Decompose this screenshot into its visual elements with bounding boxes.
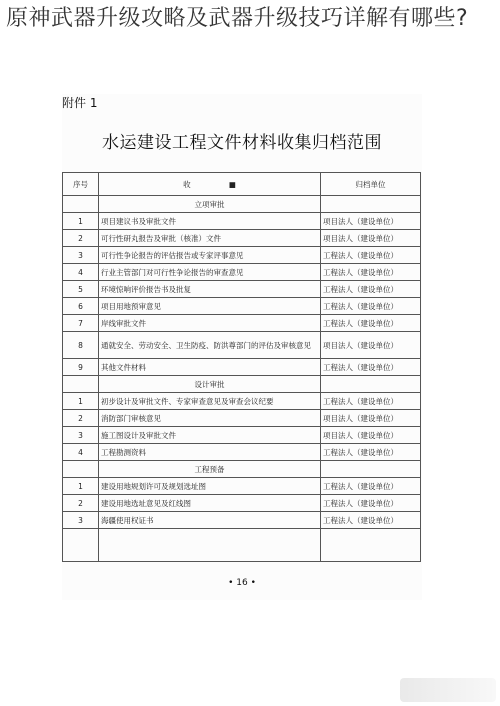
row-number: 7 [63,315,99,332]
section-title: 设计审批 [99,376,321,393]
section-row [63,461,421,478]
row-number: 5 [63,281,99,298]
table-row [63,213,421,230]
row-name: 初步设计及审批文件、专家审查意见及审查会议纪要 [99,393,321,410]
table-row [63,427,421,444]
row-number: 9 [63,359,99,376]
row-unit: 工程法人（建设单位） [321,393,421,410]
table-row [63,478,421,495]
row-name: 海疆使用权证书 [99,512,321,529]
row-name: 环境惊响评价报告书及批复 [99,281,321,298]
row-name: 项目建议书及审批文件 [99,213,321,230]
table-row [63,230,421,247]
row-name: 建设用地规划许可及规划选址图 [99,478,321,495]
row-name: 工程勘测资料 [99,444,321,461]
table-row [63,298,421,315]
row-number: 3 [63,427,99,444]
row-unit: 工程法人（建设单位） [321,444,421,461]
row-number: 4 [63,264,99,281]
table-row [63,444,421,461]
row-unit: 工程法人（建设单位） [321,264,421,281]
row-unit: 工程法人（建设单位） [321,247,421,264]
row-number: 1 [63,213,99,230]
row-number: 1 [63,478,99,495]
row-number: 2 [63,410,99,427]
row-number: 6 [63,298,99,315]
table-row [63,495,421,512]
section-title: 立项审批 [99,196,321,213]
page-number: • 16 • [228,578,256,588]
table-row [63,247,421,264]
row-name: 岸线审批文件 [99,315,321,332]
row-unit: 工程法人（建设单位） [321,512,421,529]
row-number: 3 [63,512,99,529]
row-name: 通就安全、劳动安全、卫生防疫、防洪尊部门的评估及审核意见 [99,332,321,359]
annex-label: 附件 1 [62,96,98,110]
table-row [63,315,421,332]
table-row [63,281,421,298]
watermark-logo [400,678,496,702]
row-number: 4 [63,444,99,461]
row-unit: 项目法人（建设单位） [321,230,421,247]
row-unit: 工程法人（建设单位） [321,359,421,376]
table-row [63,393,421,410]
row-unit: 工程法人（建设单位） [321,298,421,315]
row-number: 1 [63,393,99,410]
table-row [63,332,421,359]
row-unit: 项目法人（建设单位） [321,427,421,444]
section-row [63,196,421,213]
section-title: 工程预备 [99,461,321,478]
row-name: 行业主管部门对可行性争论报告的审查意见 [99,264,321,281]
row-unit: 工程法人（建设单位） [321,315,421,332]
row-number: 8 [63,332,99,359]
header-number: 序号 [63,173,99,196]
table-row [63,264,421,281]
header-unit: 归档单位 [321,173,421,196]
row-number: 3 [63,247,99,264]
archive-scope-table [62,172,421,562]
table-header-row [63,173,421,196]
row-name: 可行性研丸报告及审批（核准）文件 [99,230,321,247]
row-unit: 工程法人（建设单位） [321,495,421,512]
article-headline: 原神武器升级攻略及武器升级技巧详解有哪些? [6,6,469,31]
row-number: 2 [63,230,99,247]
header-content: 收 ■ [99,173,321,196]
table-row [63,410,421,427]
row-unit: 项目法人（建设单位） [321,410,421,427]
row-name: 消防部门审核意见 [99,410,321,427]
row-name: 施工图设计及审批文件 [99,427,321,444]
row-number: 2 [63,495,99,512]
row-unit: 工程法人（建设单位） [321,281,421,298]
row-unit: 项目法人（建设单位） [321,213,421,230]
blank-row [63,529,421,562]
row-unit: 工程法人（建设单位） [321,478,421,495]
document-scan [62,94,422,600]
row-name: 可行性争论报告的评估报告或专家评事意见 [99,247,321,264]
section-row [63,376,421,393]
table-row [63,512,421,529]
table-row [63,359,421,376]
document-title: 水运建设工程文件材料收集归档范围 [102,133,382,153]
row-name: 其他文件材料 [99,359,321,376]
row-name: 建设用地选址意见及红线图 [99,495,321,512]
row-unit: 项目法人（建设单位） [321,332,421,359]
row-name: 项目用地预审意见 [99,298,321,315]
